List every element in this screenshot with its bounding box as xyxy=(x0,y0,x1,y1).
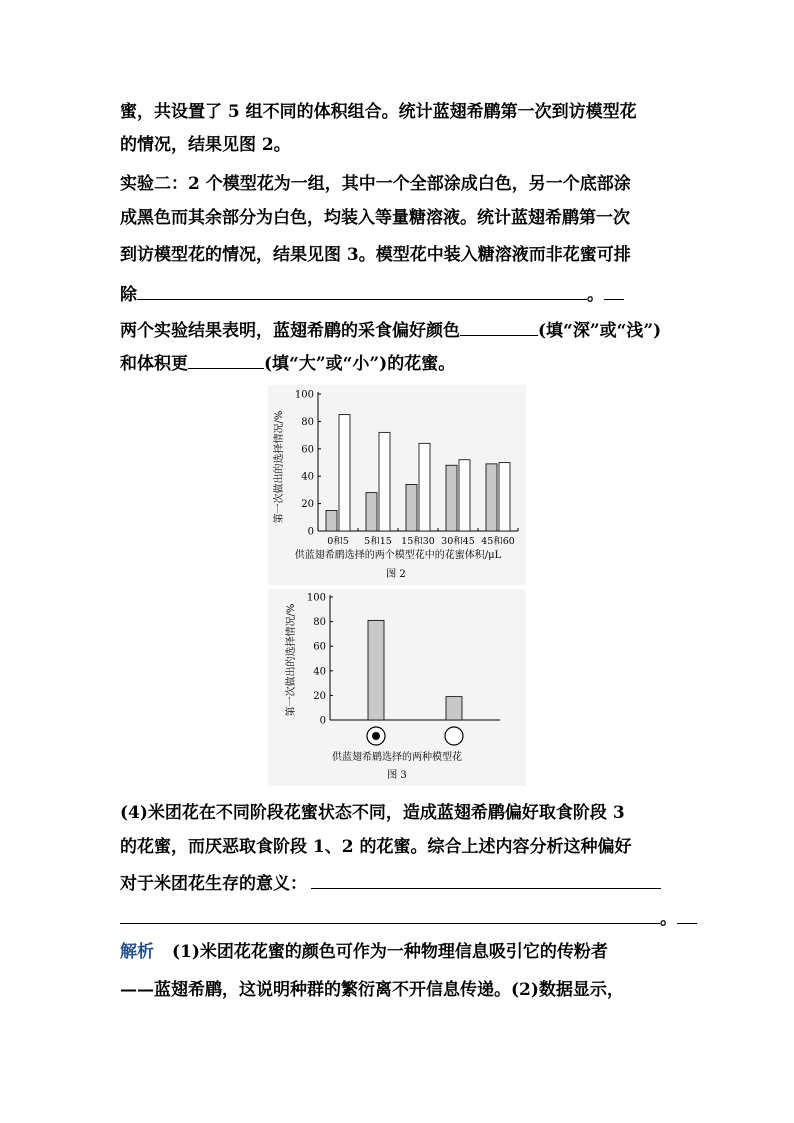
fig3-bar-dark-bottom-flower xyxy=(368,620,384,720)
fig3-xlabel: 供蓝翅希鹛选择的两种模型花 xyxy=(332,752,462,763)
question-4-line-2: 的花蜜，而厌恶取食阶段 1、2 的花蜜。综合上述内容分析这种偏好 xyxy=(120,837,632,857)
figure-2 xyxy=(268,385,526,585)
analysis-label: 解析 xyxy=(120,942,154,962)
para-line-8 xyxy=(120,350,455,376)
fig2-bar-gray xyxy=(446,465,457,531)
figure-3-chart xyxy=(268,589,526,786)
fig3-title: 图 3 xyxy=(387,770,407,781)
fig2-x-tick-label: 30和45 xyxy=(441,536,475,547)
fig2-x-tick-label: 5和15 xyxy=(364,536,392,547)
fig2-y-tick-label: 60 xyxy=(301,444,314,456)
analysis-line-1 xyxy=(120,940,608,964)
fig2-bar-white xyxy=(499,463,510,532)
fig2-y-tick-label: 40 xyxy=(301,471,314,483)
para-line-5: 到访模型花的情况，结果见图 3。模型花中装入糖溶液而非花蜜可排 xyxy=(120,245,631,265)
white-flower-icon xyxy=(445,727,463,745)
line6-text: 除 xyxy=(120,285,137,305)
para-line-6 xyxy=(120,281,624,307)
fig2-y-tick-label: 20 xyxy=(301,499,314,511)
fig3-y-tick-label: 100 xyxy=(306,592,326,604)
figure-3 xyxy=(268,589,526,786)
line7-text: 两个实验结果表明，蓝翅希鹛的采食偏好颜色 xyxy=(120,321,460,341)
para-line-1: 蜜，共设置了 5 组不同的体积组合。统计蓝翅希鹛第一次到访模型花 xyxy=(120,102,637,122)
answer-blank-1[interactable] xyxy=(137,281,587,300)
fig2-x-tick-label: 0和5 xyxy=(327,536,349,547)
fig2-bar-gray xyxy=(366,493,377,531)
answer-blank-significance-2[interactable] xyxy=(120,905,660,924)
fig3-ylabel: 第一次做出的选择情况/% xyxy=(286,603,297,717)
fig3-y-tick-label: 20 xyxy=(313,690,326,702)
fig2-title: 图 2 xyxy=(386,569,406,580)
fig2-bar-white xyxy=(459,460,470,531)
fig3-y-tick-label: 80 xyxy=(313,617,326,629)
answer-blank-1-tail xyxy=(604,281,624,300)
question-4-line-1: (4)米团花在不同阶段花蜜状态不同，造成蓝翅希鹛偏好取食阶段 3 xyxy=(120,803,625,823)
q4-end: 。 xyxy=(660,909,677,929)
fig2-bar-white xyxy=(379,432,390,531)
fig3-bar-white-flower xyxy=(446,697,462,720)
question-4-line-3 xyxy=(120,870,661,896)
para-line-4: 成黑色而其余部分为白色，均装入等量糖溶液。统计蓝翅希鹛第一次 xyxy=(120,208,630,228)
para-line-2: 的情况，结果见图 2。 xyxy=(120,135,291,155)
fig3-y-tick-label: 40 xyxy=(313,666,326,678)
analysis-text-1: (1)米团花花蜜的颜色可作为一种物理信息吸引它的传粉者 xyxy=(172,942,608,962)
figure-2-chart xyxy=(268,385,526,585)
line6-end: 。 xyxy=(587,285,604,305)
answer-blank-significance-1[interactable] xyxy=(311,870,661,889)
dark-bottom-flower-center-icon xyxy=(372,732,380,740)
answer-blank-volume[interactable] xyxy=(188,350,264,369)
fig2-x-tick-label: 45和60 xyxy=(481,536,515,547)
line8-hint: (填“大”或“小”)的花蜜。 xyxy=(264,354,456,374)
fig2-x-tick-label: 15和30 xyxy=(401,536,435,547)
fig2-ylabel: 第一次做出的选择情况/% xyxy=(274,410,285,524)
analysis-line-2: ——蓝翅希鹛，这说明种群的繁衍离不开信息传递。(2)数据显示， xyxy=(120,980,624,1000)
fig2-bar-white xyxy=(419,443,430,531)
para-line-7 xyxy=(120,317,661,343)
line7-hint: (填“深”或“浅”) xyxy=(538,321,662,341)
fig3-y-tick-label: 60 xyxy=(313,641,326,653)
question-4-line-4 xyxy=(120,905,697,931)
answer-blank-significance-tail xyxy=(677,905,697,924)
fig2-y-tick-label: 0 xyxy=(307,526,314,538)
line8-text: 和体积更 xyxy=(120,354,188,374)
fig2-bar-gray xyxy=(486,464,497,531)
q4-prompt: 对于米团花生存的意义： xyxy=(120,874,307,894)
fig2-bar-gray xyxy=(326,510,337,531)
fig2-y-tick-label: 80 xyxy=(301,416,314,428)
fig2-bar-gray xyxy=(406,484,417,531)
fig2-bar-white xyxy=(339,415,350,531)
para-line-3: 实验二：2 个模型花为一组，其中一个全部涂成白色，另一个底部涂 xyxy=(120,174,631,194)
fig3-y-tick-label: 0 xyxy=(319,715,326,727)
fig2-y-tick-label: 100 xyxy=(294,389,314,401)
answer-blank-color[interactable] xyxy=(460,317,538,336)
fig2-xlabel: 供蓝翅希鹛选择的两个模型花中的花蜜体积/μL xyxy=(294,550,502,561)
